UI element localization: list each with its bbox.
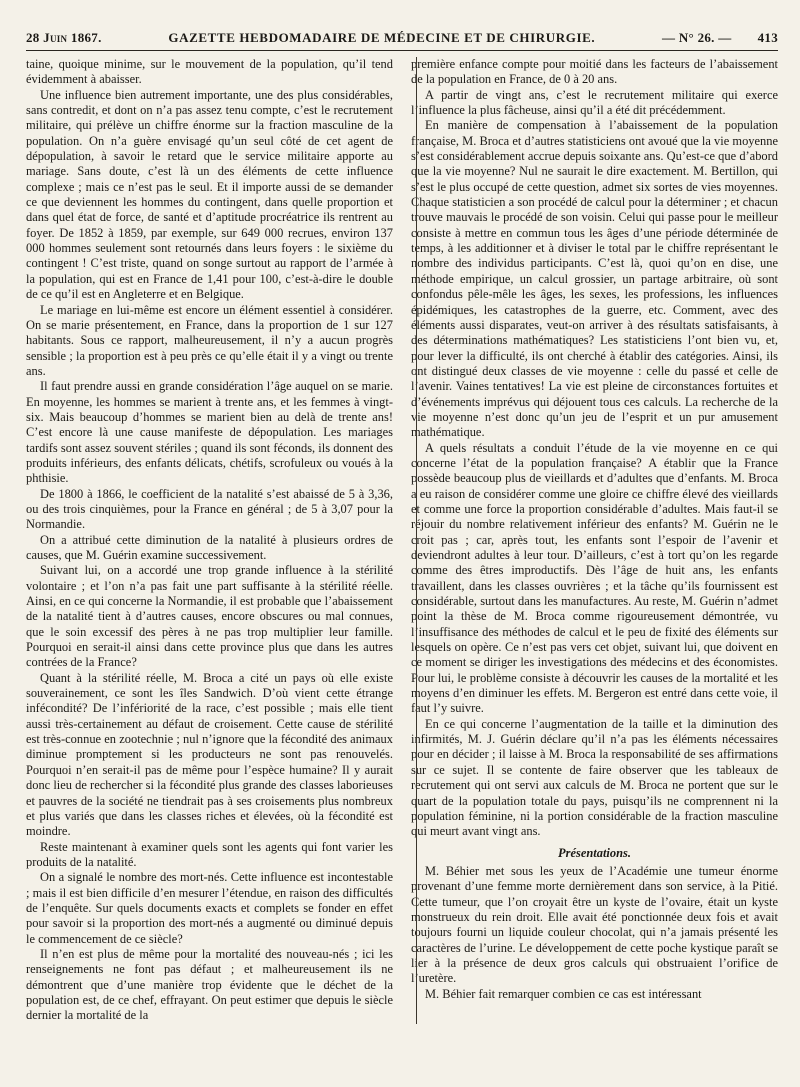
section-heading: Présentations. bbox=[558, 845, 631, 860]
journal-title: GAZETTE HEBDOMADAIRE DE MÉDECINE ET DE CHIRURGIE. bbox=[168, 30, 596, 45]
paragraph: Le mariage en lui-même est encore un élément essentiel à considérer. On se marie présentement, en France, dans la proportion de 1 sur 127 habitants. Sous ce rapport, malheureusement, il n’y a aucun progrès sensible ; la proportion est à peu près ce qu’elle était il y a vingt ou trente ans. bbox=[26, 302, 393, 378]
header-right bbox=[662, 30, 778, 46]
issue-number: — N° 26. — bbox=[662, 30, 732, 45]
paragraph: Une influence bien autrement importante, une des plus considérables, sans contredit, et dont on n’a pas assez tenu compte, c’est le recrutement militaire, qui prélève un chiffre énorme sur la fraction masculine de la population. On n’a guère envisagé qu’un seul côté de cet agent de dépopulation, à savoir le retard que le service militaire apporte au mariage. Sans doute, c’est là un des éléments de cette influence complexe ; mais ce n’est pas le seul. Et il importe aussi de se demander ce que deviennent les hommes du contingent, dans quelle proportion et dans quel état de force, de santé et d’aptitude procréatrice ils rentrent au foyer. De 1852 à 1859, par exemple, sur 649 000 recrues, environ 137 000 hommes seulement sont retournés dans leurs foyers : le sixième du contingent ! C’est triste, quand on songe surtout au rapport de l’armée à la population, qui est en France de 1,41 pour 100, c’est-à-dire le double de ce qu’il est en Angleterre et en Belgique. bbox=[26, 87, 393, 302]
paragraph: Suivant lui, on a accordé une trop grande influence à la stérilité volontaire ; et l’on n’a pas fait une part suffisante à la stérilité réelle. Ainsi, en ce qui concerne la Normandie, il est probable que l’abaissement de la natalité tient à d’autres causes, encore obscures ou mal connues, que le soin excessif des pères à ne pas trop multiplier leur famille. Pourquoi en serait-il ainsi dans cette province plus que dans les autres contrées de la France? bbox=[26, 563, 393, 670]
right-column-body bbox=[411, 57, 778, 840]
paragraph: A partir de vingt ans, c’est le recrutement militaire qui exerce l’influence la plus fâcheuse, ainsi qu’il a été dit précédemment. bbox=[411, 87, 778, 118]
paragraph: En manière de compensation à l’abaissement de la population française, M. Broca et d’autres statisticiens ont avoué que la vie moyenne s’est considérablement accrue depuis soixante ans. Qu’est-ce que d’abord que la vie moyenne? Nul ne saurait le dire exactement. M. Bertillon, qui s’est le plus occupé de cette question, admet six sortes de vies moyennes. Chaque statisticien a son procédé de calcul pour la déterminer ; et chacun trouve mauvais le procédé de son voisin. Celui qui passe pour le meilleur consiste à mettre en commun tous les âges d’une période déterminée de temps, à les additionner et à diviser le total par le chiffre représentant le nombre des individus participants. C’est là, quoi qu’on en dise, une méthode empirique, un calcul grossier, un partage arbitraire, où sont confondus pêle-mêle les âges, les sexes, les professions, les influences épidémiques, les catastrophes de la guerre, etc. Comment, avec des éléments aussi disparates, veut-on arriver à des résultats satisfaisants, à des déterminations mathématiques? Les statisticiens l’ont bien vu, et, pour lever la difficulté, ils ont cherché à établir des catégories. Ainsi, ils ont distingué deux classes de vie moyenne : celle du passé et celle de l’avenir. Vaines tentatives! La vie est pleine de circonstances fortuites et d’événements imprévus qui déjouent tous ces calculs. La recherche de la vie moyenne n’est donc qu’un jeu de l’esprit et un pur amusement mathématique. bbox=[411, 118, 778, 440]
page-header bbox=[26, 30, 778, 51]
paragraph: première enfance compte pour moitié dans les facteurs de l’abaissement de la population en France, de 0 à 20 ans. bbox=[411, 57, 778, 87]
issue-date: 28 Juin 1867. bbox=[26, 30, 102, 45]
right-column bbox=[411, 57, 778, 1024]
paragraph: M. Béhier fait remarquer combien ce cas est intéressant bbox=[425, 986, 702, 1001]
paragraph: Il faut prendre aussi en grande considération l’âge auquel on se marie. En moyenne, les hommes se marient à trente ans, et les femmes à vingt-six. Mais beaucoup d’hommes se marient bien au delà de trente ans! C’est encore là une cause manifeste de dépopulation. Les mariages tardifs sont assez souvent stériles ; quand ils sont féconds, ils donnent des produits inférieurs, des enfants délicats, chétifs, scrofuleux ou voués à la phthisie. bbox=[26, 379, 393, 486]
paragraph: Il n’en est plus de même pour la mortalité des nouveau-nés ; ici les renseignements ne font pas défaut ; et malheureusement ils ne démontrent que d’une manière trop évidente que le déchet de la population est, de ce chef, effrayant. On peut estimer que depuis le siècle dernier la mortalité de la bbox=[26, 946, 393, 1023]
text-columns bbox=[26, 57, 778, 1024]
paragraph: taine, quoique minime, sur le mouvement de la population, qu’il tend évidemment à abaisser. bbox=[26, 57, 393, 87]
paragraph: En ce qui concerne l’augmentation de la taille et la diminution des infirmités, M. J. Guérin déclare qu’il n’a pas les éléments nécessaires pour en décider ; il laisse à M. Broca la responsabilité de ses affirmations sur ce sujet. Il se contente de faire observer que les tableaux de recrutement qui ont servi aux calculs de M. Broca ne portent que sur le quart de la population totale du pays, puisqu’ils ne comprennent ni la population féminine, ni la portion considérable de la fraction masculine qui meurt avant vingt ans. bbox=[411, 716, 778, 839]
left-column bbox=[26, 57, 393, 1024]
paragraph: De 1800 à 1866, le coefficient de la natalité s’est abaissé de 5 à 3,36, ou des trois cinquièmes, pour la France en général ; de 5 à 3,07 pour la Normandie. bbox=[26, 486, 393, 532]
column-divider bbox=[416, 57, 417, 1024]
right-column-after-heading bbox=[411, 864, 778, 1002]
paragraph: On a attribué cette diminution de la natalité à plusieurs ordres de causes, que M. Guérin examine successivement. bbox=[26, 532, 393, 562]
paragraph: On a signalé le nombre des mort-nés. Cette influence est incontestable ; mais il est bien difficile d’en mesurer l’étendue, en raison des difficultés de l’enquête. Sur quels documents exacts et complets se fonder en effet pour savoir si la proportion des mort-nés a augmenté ou diminué depuis le commencement de ce siècle? bbox=[26, 870, 393, 946]
paragraph: M. Béhier met sous les yeux de l’Académie une tumeur énorme provenant d’une femme morte dernièrement dans son service, à la Pitié. Cette tumeur, que l’on croyait être un kyste de l’ovaire, était un kyste monstrueux du rein droit. Elle avait été ponctionnée deux fois et avait toujours fourni un liquide couleur chocolat, qui n’a jamais présenté les caractères de l’urine. Le développement de cette poche kystique paraît se lier à la présence de deux gros calculs qui obstruaient l’orifice de l’uretère. bbox=[411, 863, 778, 986]
page-number: 413 bbox=[757, 30, 778, 45]
paragraph: Quant à la stérilité réelle, M. Broca a cité un pays où elle existe souverainement, ce sont les îles Sandwich. D’où vient cette étrange infécondité? De l’infériorité de la race, c’est possible ; mais elle tient aussi très-certainement au défaut de croisement. Cette cause de stérilité est très-connue en zootechnie ; nul n’ignore que la fécondité des animaux diminue promptement si les producteurs ne sont pas renouvelés. Pourquoi n’en serait-il pas de même pour l’espèce humaine? Il y aurait donc lieu de rechercher si la fécondité plus grande des classes laborieuses et pauvres de la société ne tiendrait pas à ses croisements plus nombreux et plus variés que dans les classes riches et élevées, où la fécondité est moindre. bbox=[26, 670, 393, 839]
paragraph: Reste maintenant à examiner quels sont les agents qui font varier les produits de la natalité. bbox=[26, 839, 393, 869]
paragraph: A quels résultats a conduit l’étude de la vie moyenne en ce qui concerne l’état de la population française? A établir que la France possède beaucoup plus de vieillards et d’adultes que d’enfants. M. Broca a eu raison de considérer comme une gloire ce chiffre élevé des vieillards et comme une force la proportion considérable d’adultes. Mais faut-il se réjouir du nombre relativement inférieur des enfants? M. Guérin ne le croit pas ; car, après tout, les enfants sont l’espoir de l’avenir et deviendront adultes à leur tour. D’ailleurs, c’est à tort qu’on les regarde comme des êtres improductifs. Dès l’âge de huit ans, les enfants travaillent, dans les classes ouvrières ; et la tâche qu’ils fournissent est considérable, surtout dans les manufactures. Au reste, M. Guérin n’admet point la thèse de M. Broca comme rigoureusement démontrée, vu l’insuffisance des méthodes de calcul et le peu de fixité des éléments sur lesquels on opère. Ce n’est pas vers cet objet, suivant lui, que doivent en ce moment se diriger les investigations des médecins et des économistes. Pour lui, le problème consiste à découvrir les causes de la mortalité et les moyens d’en diminuer les effets. M. Bergeron est entré dans cette voie, il faut l’y suivre. bbox=[411, 440, 778, 716]
